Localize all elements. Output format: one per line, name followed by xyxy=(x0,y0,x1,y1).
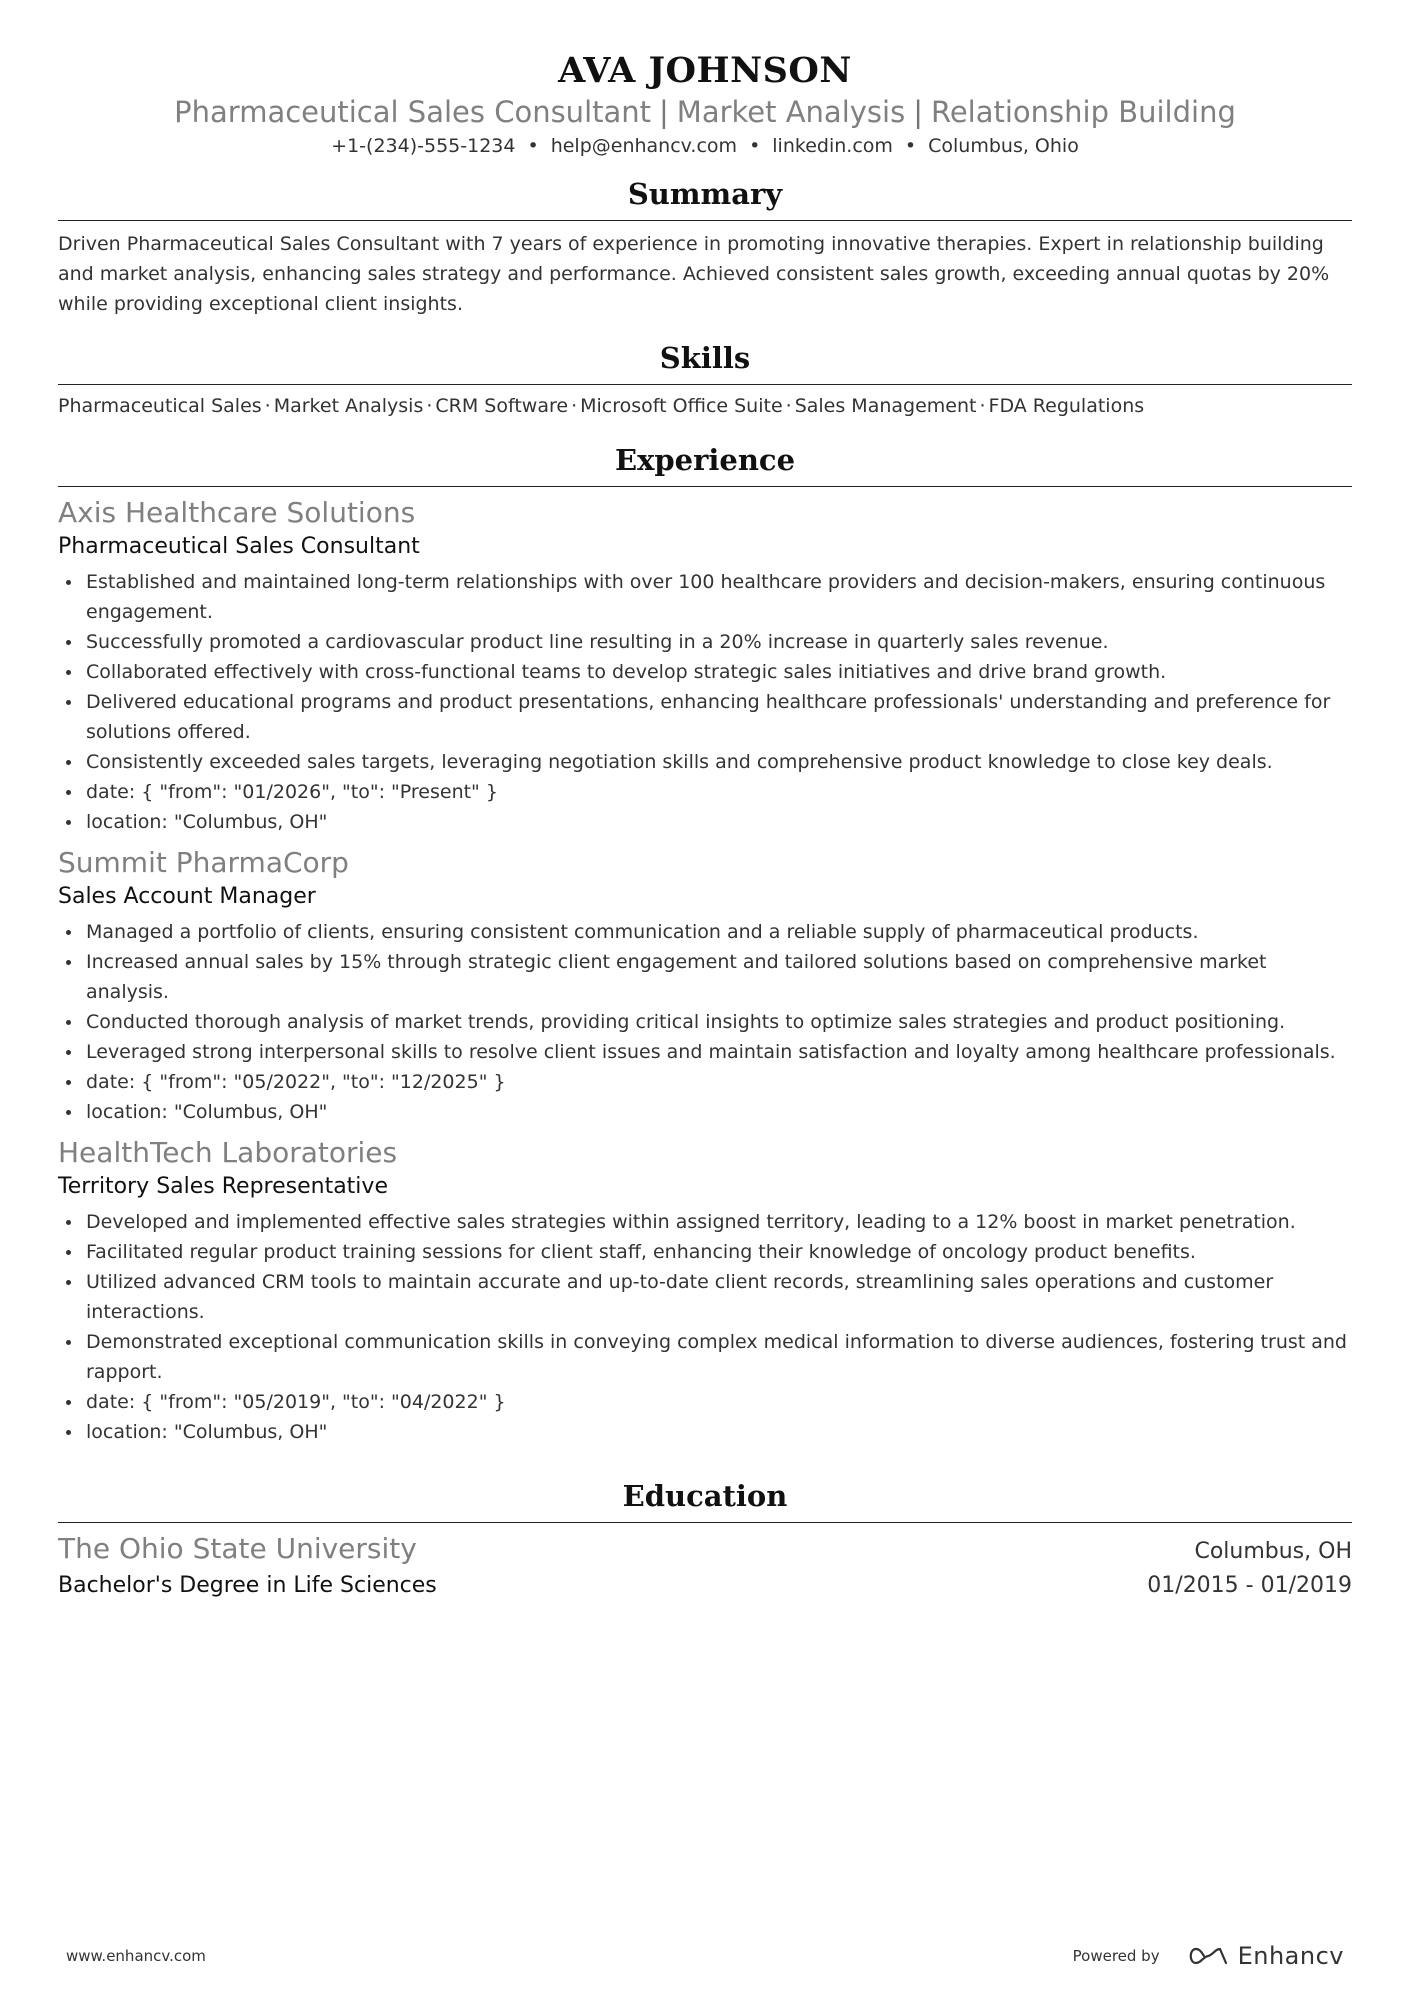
education-school: The Ohio State University xyxy=(58,1532,417,1565)
contact-line xyxy=(58,132,1352,160)
contact-location: Columbus, Ohio xyxy=(928,135,1079,157)
job-bullet: Consistently exceeded sales targets, leveraging negotiation skills and comprehensive product knowledge to close key deals. xyxy=(58,747,1352,777)
job-entry xyxy=(58,845,1352,1127)
skill-separator: · xyxy=(785,395,792,417)
headline xyxy=(58,92,1352,132)
job-bullet: Utilized advanced CRM tools to maintain accurate and up-to-date client records, streamlining sales operations and customer interactions. xyxy=(58,1267,1352,1327)
skill-item: Pharmaceutical Sales xyxy=(58,395,262,417)
job-entry xyxy=(58,1135,1352,1447)
footer-branding xyxy=(1073,1942,1344,1970)
job-company: Axis Healthcare Solutions xyxy=(58,496,416,529)
job-bullet: location: "Columbus, OH" xyxy=(58,1097,1352,1127)
experience-heading: Experience xyxy=(58,440,1352,487)
brand-name: Enhancv xyxy=(1237,1942,1344,1970)
contact-separator: • xyxy=(904,135,917,157)
education-heading: Education xyxy=(58,1476,1352,1523)
job-bullet: location: "Columbus, OH" xyxy=(58,1417,1352,1447)
footer xyxy=(66,1942,1344,1970)
enhancv-logo-icon xyxy=(1186,1945,1230,1967)
contact-separator: • xyxy=(749,135,761,157)
skill-item: FDA Regulations xyxy=(988,395,1145,417)
summary-section xyxy=(58,174,1352,319)
job-bullet: Conducted thorough analysis of market trends, providing critical insights to optimize sales strategies and product positioning. xyxy=(58,1007,1352,1037)
skill-separator: · xyxy=(979,395,986,417)
job-bullet: location: "Columbus, OH" xyxy=(58,807,1352,837)
job-role: Sales Account Manager xyxy=(58,884,316,909)
job-bullet: Leveraged strong interpersonal skills to resolve client issues and maintain satisfaction and loyalty among healthcare professionals. xyxy=(58,1037,1352,1067)
education-entry xyxy=(58,1531,1352,1602)
job-company: HealthTech Laboratories xyxy=(58,1136,398,1169)
job-bullet: date: { "from": "05/2022", "to": "12/2025" } xyxy=(58,1067,1352,1097)
contact-separator: • xyxy=(527,135,539,157)
skill-separator: · xyxy=(571,395,578,417)
skill-item: Market Analysis xyxy=(273,395,424,417)
headline-title-3: Relationship Building xyxy=(930,95,1236,129)
education-dates: 01/2015 - 01/2019 xyxy=(1147,1573,1352,1598)
skills-list xyxy=(58,391,1352,421)
contact-phone[interactable]: +1-(234)-555-1234 xyxy=(331,135,516,157)
skill-separator: · xyxy=(264,395,271,417)
job-entry xyxy=(58,495,1352,837)
experience-section xyxy=(58,440,1352,1447)
contact-linkedin[interactable]: linkedin.com xyxy=(772,135,893,157)
job-bullet: Facilitated regular product training sessions for client staff, enhancing their knowledge of oncology product benefits. xyxy=(58,1237,1352,1267)
job-bullet: Increased annual sales by 15% through strategic client engagement and tailored solutions based on comprehensive market analysis. xyxy=(58,947,1352,1007)
candidate-name: AVA JOHNSON xyxy=(558,50,852,91)
headline-separator: | xyxy=(659,95,669,129)
job-bullet: Established and maintained long-term relationships with over 100 healthcare providers and decision-makers, ensuring continuous engagement. xyxy=(58,567,1352,627)
skill-item: Sales Management xyxy=(794,395,977,417)
skill-item: Microsoft Office Suite xyxy=(580,395,783,417)
contact-email[interactable]: help@enhancv.com xyxy=(550,135,738,157)
footer-website-link[interactable]: www.enhancv.com xyxy=(66,1947,206,1965)
skills-heading: Skills xyxy=(58,338,1352,385)
job-role: Pharmaceutical Sales Consultant xyxy=(58,534,420,559)
headline-title-2: Market Analysis xyxy=(676,95,906,129)
skill-separator: · xyxy=(426,395,433,417)
summary-text: Driven Pharmaceutical Sales Consultant with 7 years of experience in promoting innovative therapies. Expert in relationship building and market analysis, enhancing sales strategy and performance. Achieved consistent sales growth, exceeding annual quotas by 20% while providing exceptional client insights. xyxy=(58,233,1330,315)
job-bullet: Collaborated effectively with cross-functional teams to develop strategic sales initiatives and drive brand growth. xyxy=(58,657,1352,687)
job-bullets xyxy=(58,917,1352,1127)
headline-separator: | xyxy=(913,95,923,129)
powered-by-label: Powered by xyxy=(1072,1947,1160,1965)
job-bullet: date: { "from": "01/2026", "to": "Present" } xyxy=(58,777,1352,807)
job-role: Territory Sales Representative xyxy=(58,1174,388,1199)
job-bullet: date: { "from": "05/2019", "to": "04/2022" } xyxy=(58,1387,1352,1417)
job-bullets xyxy=(58,567,1352,837)
education-location: Columbus, OH xyxy=(1194,1539,1352,1564)
education-section xyxy=(58,1476,1352,1602)
education-degree: Bachelor's Degree in Life Sciences xyxy=(58,1573,437,1598)
job-bullet: Developed and implemented effective sales strategies within assigned territory, leading to a 12% boost in market penetration. xyxy=(58,1207,1352,1237)
enhancv-logo[interactable] xyxy=(1186,1942,1344,1970)
job-bullet: Demonstrated exceptional communication skills in conveying complex medical information to diverse audiences, fostering trust and rapport. xyxy=(58,1327,1352,1387)
skills-section xyxy=(58,338,1352,421)
job-bullets xyxy=(58,1207,1352,1447)
skill-item: CRM Software xyxy=(435,395,569,417)
job-bullet: Managed a portfolio of clients, ensuring consistent communication and a reliable supply of pharmaceutical products. xyxy=(58,917,1352,947)
job-bullet: Successfully promoted a cardiovascular product line resulting in a 20% increase in quarterly sales revenue. xyxy=(58,627,1352,657)
job-bullet: Delivered educational programs and product presentations, enhancing healthcare professionals' understanding and preference for solutions offered. xyxy=(58,687,1352,747)
summary-heading: Summary xyxy=(58,174,1352,221)
headline-title-1: Pharmaceutical Sales Consultant xyxy=(174,95,652,129)
job-company: Summit PharmaCorp xyxy=(58,846,349,879)
